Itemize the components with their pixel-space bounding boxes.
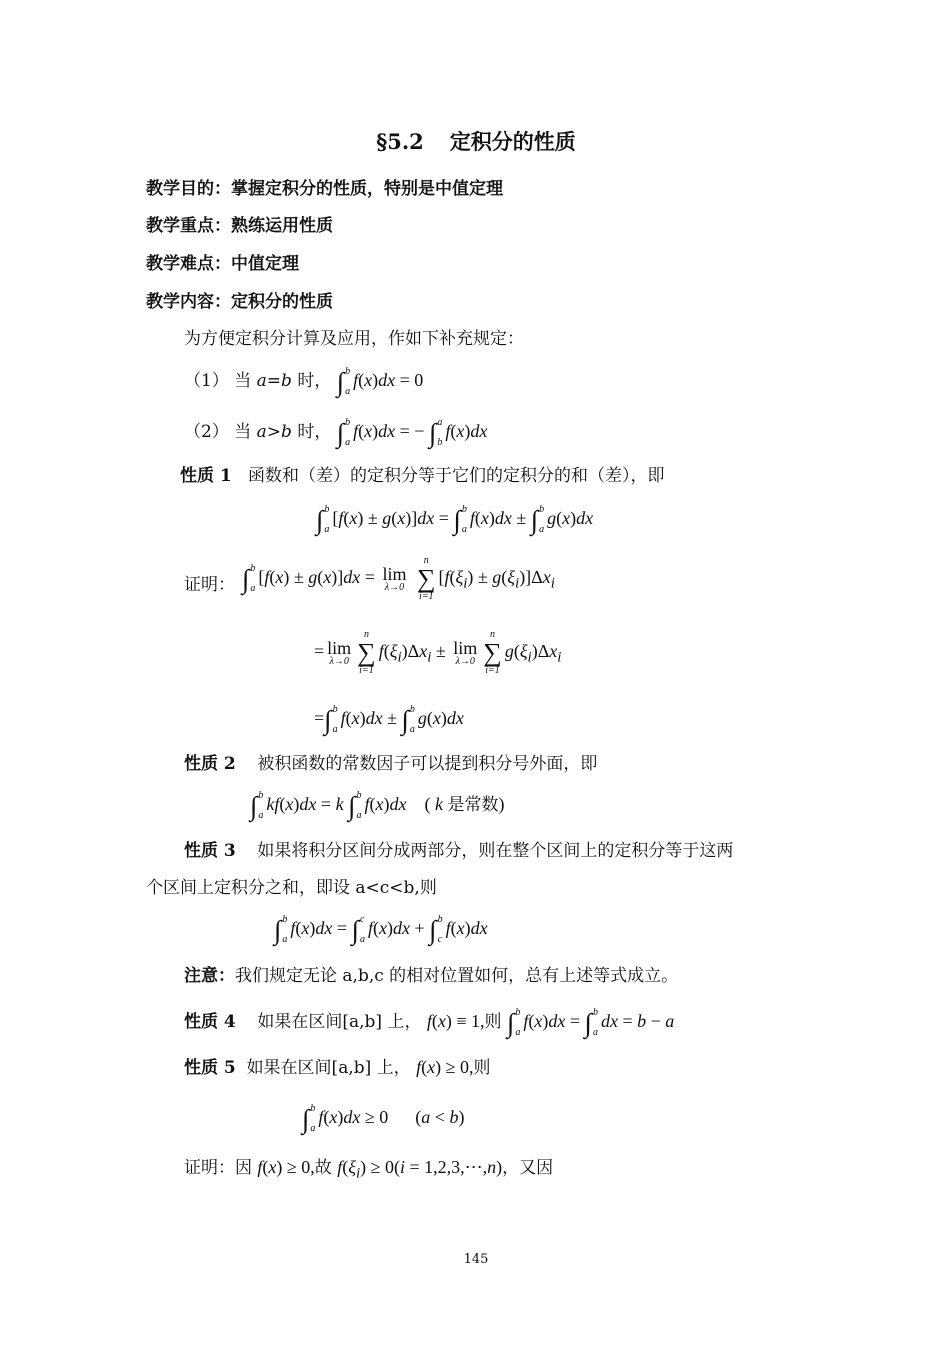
teaching-goal: 教学目的：掌握定积分的性质，特别是中值定理 xyxy=(146,179,503,199)
property-1-label: 性质 1 xyxy=(180,466,232,486)
rule-1-number: （1） xyxy=(184,371,229,392)
property-4: 性质 4 如果在区间[a,b] 上， f(x) ≡ 1,则 ∫ b a f(x)dx = ∫ b a dx = b − a xyxy=(184,1007,675,1039)
property-1: 性质 1 函数和（差）的定积分等于它们的定积分的和（差），即 xyxy=(180,466,665,486)
teaching-content: 教学内容：定积分的性质 xyxy=(146,292,333,312)
property-5-label: 性质 5 xyxy=(184,1058,236,1078)
property-2-label: 性质 2 xyxy=(184,754,236,774)
property-5-formula: ∫ b a f(x)dx ≥ 0 (a < b) xyxy=(302,1103,465,1135)
property-4-label: 性质 4 xyxy=(184,1012,236,1033)
property-2: 性质 2 被积函数的常数因子可以提到积分号外面，即 xyxy=(184,754,598,774)
section-title: 定积分的性质 xyxy=(449,129,576,154)
proof-1-line-2: = lim λ→0 n ∑ i=1 $f(\xi_i)\Delta x_i$ ± lim λ→0 n ∑ i=1 $g(\xi_i)\Delta x_i$ xyxy=(314,629,562,676)
teaching-difficulty: 教学难点：中值定理 xyxy=(146,254,299,274)
intro-text: 为方便定积分计算及应用，作如下补充规定： xyxy=(184,329,524,349)
property-2-formula: ∫ b a kf(x)dx = k ∫ b a f(x)dx ( k 是常数) xyxy=(250,790,505,822)
note-label: 注意： xyxy=(184,966,235,986)
property-3-line-2: 个区间上定积分之和，即设 a<c<b,则 xyxy=(146,878,437,898)
rule-1: （1） 当 a=b 时， ∫ b a f(x)dx = 0 xyxy=(184,366,424,398)
property-3-formula: ∫ b a f(x)dx = ∫ c a f(x)dx + ∫ b c f(x)dx xyxy=(274,914,488,946)
property-3: 性质 3 如果将积分区间分成两部分，则在整个区间上的定积分等于这两 xyxy=(184,841,734,861)
rule-2-formula: ∫ b a f(x)dx = − ∫ a b f(x)dx xyxy=(336,417,488,449)
proof-1-line-1: ∫ b a [f(x) ± g(x)]dx = lim λ→0 n ∑ i=1 $[f(\xi_i) \pm g(\xi_i)]\Delta x_i$ xyxy=(242,555,555,602)
section-number: §5.2 xyxy=(376,129,424,154)
rule-2-number: （2） xyxy=(184,422,229,443)
proof-2: 证明：因 f(x) ≥ 0,故 $f(\xi_i) \ge 0(i$ = 1,2,3,⋯,n)，又因 xyxy=(184,1157,554,1182)
proof-label: 证明： xyxy=(184,575,235,595)
property-5: 性质 5 如果在区间[a,b] 上， f(x) ≥ 0,则 xyxy=(184,1057,491,1078)
proof-1-line-3: =∫ b a f(x)dx ± ∫ b a g(x)dx xyxy=(314,704,464,736)
property-4-formula: ∫ b a f(x)dx = ∫ b a dx = b − a xyxy=(506,1007,675,1039)
property-3-label: 性质 3 xyxy=(184,841,236,861)
page-number: 145 xyxy=(463,1252,489,1267)
rule-1-formula: ∫ b a f(x)dx = 0 xyxy=(336,366,424,398)
page-title xyxy=(0,126,952,156)
rule-2: （2） 当 a>b 时， ∫ b a f(x)dx = − ∫ a b f(x)dx xyxy=(184,417,488,449)
note: 注意：我们规定无论 a,b,c 的相对位置如何，总有上述等式成立。 xyxy=(184,966,679,986)
property-1-formula: ∫ b a [f(x) ± g(x)]dx = ∫ b a f(x)dx ± ∫ b a g(x)dx xyxy=(316,504,594,536)
teaching-focus: 教学重点：熟练运用性质 xyxy=(146,216,333,236)
